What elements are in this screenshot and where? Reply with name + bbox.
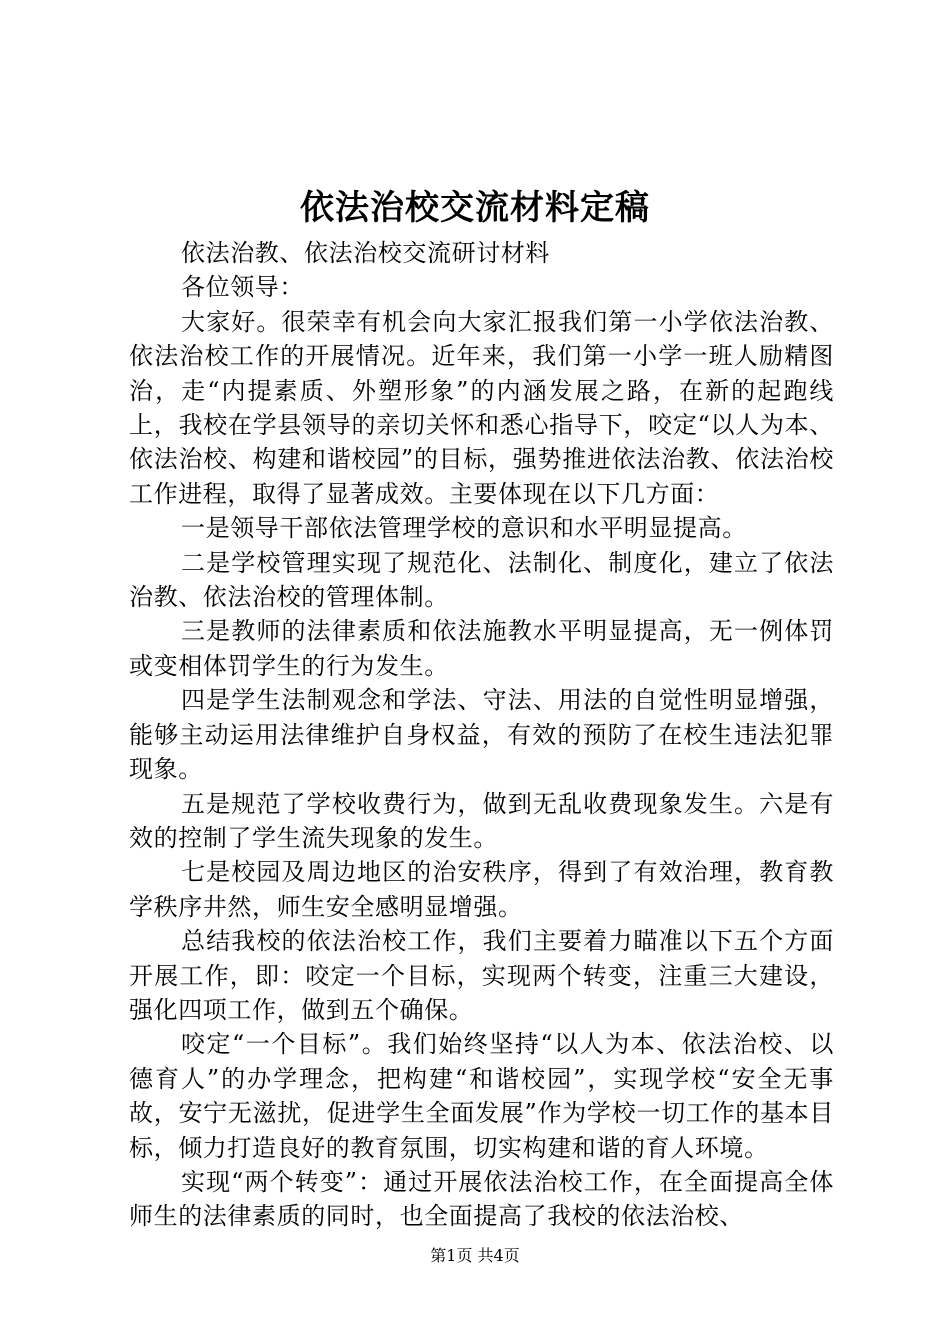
paragraph-point-4: 四是学生法制观念和学法、守法、用法的自觉性明显增强，能够主动运用法律维护自身权益，有效的预防了在校生违法犯罪现象。 (129, 686, 834, 784)
paragraph-intro: 大家好。很荣幸有机会向大家汇报我们第一小学依法治教、依法治校工作的开展情况。近年来，我们第一小学一班人励精图治，走“内提素质、外塑形象”的内涵发展之路，在新的起跑线上，我校在学县领导的亲切关怀和悉心指导下，咬定“以人为本、依法治校、构建和谐校园”的目标，强势推进依法治教、依法治校工作进程，取得了显著成效。主要体现在以下几方面： (129, 307, 834, 508)
page-footer: 第1页 共4页 (430, 1246, 520, 1265)
paragraph-point-3: 三是教师的法律素质和依法施教水平明显提高，无一例体罚或变相体罚学生的行为发生。 (129, 617, 834, 680)
paragraph-subtitle: 依法治教、依法治校交流研讨材料 (181, 239, 550, 267)
paragraph-salutation: 各位领导： (181, 273, 304, 302)
document-title: 依法治校交流材料定稿 (300, 188, 650, 228)
paragraph-point-7: 七是校园及周边地区的治安秩序，得到了有效治理，教育教学秩序井然，师生安全感明显增强。 (129, 858, 834, 921)
paragraph-summary: 总结我校的依法治校工作，我们主要着力瞄准以下五个方面开展工作，即：咬定一个目标，实现两个转变，注重三大建设，强化四项工作，做到五个确保。 (129, 927, 834, 1024)
paragraph-point-5-6: 五是规范了学校收费行为，做到无乱收费现象发生。六是有效的控制了学生流失现象的发生。 (129, 789, 834, 852)
document-body (129, 236, 834, 1234)
paragraph-point-1: 一是领导干部依法管理学校的意识和水平明显提高。 (181, 514, 747, 543)
paragraph-one-goal: 咬定“一个目标”。我们始终坚持“以人为本、依法治校、以德育人”的办学理念，把构建“和谐校园”，实现学校“安全无事故，安宁无滋扰，促进学生全面发展”作为学校一切工作的基本目标，倾力打造良好的教育氛围，切实构建和谐的育人环境。 (129, 1030, 834, 1162)
paragraph-point-2: 二是学校管理实现了规范化、法制化、制度化，建立了依法治教、依法治校的管理体制。 (129, 548, 834, 612)
paragraph-two-changes: 实现“两个转变”：通过开展依法治校工作，在全面提高全体师生的法律素质的同时，也全面提高了我校的依法治校、 (129, 1167, 834, 1231)
